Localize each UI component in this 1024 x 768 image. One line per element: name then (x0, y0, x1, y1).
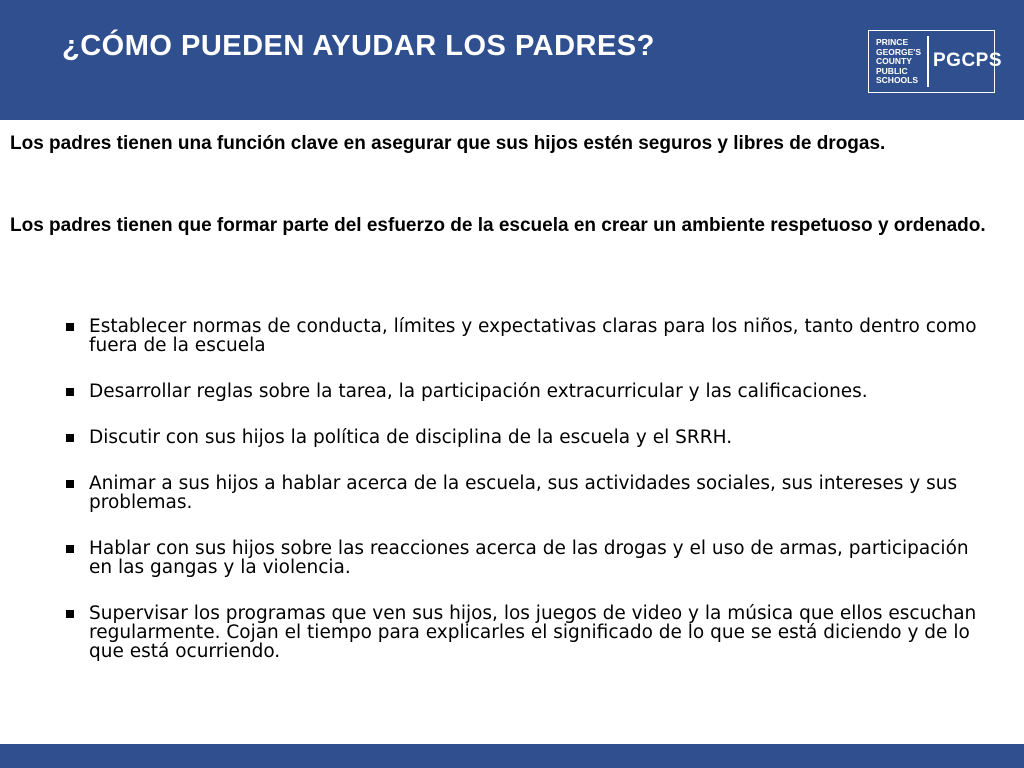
bullet-item (66, 604, 996, 661)
bullet-text: Establecer normas de conducta, límites y expectativas claras para los niños, tanto dentro como fuera de la escuela (89, 316, 977, 356)
footer-bar (0, 744, 1024, 768)
square-bullet-icon (66, 388, 74, 396)
header-bar (0, 0, 1024, 120)
bullet-text: Animar a sus hijos a hablar acerca de la escuela, sus actividades sociales, sus intereses y sus problemas. (89, 473, 958, 513)
square-bullet-icon (66, 610, 74, 618)
bullet-item (66, 317, 996, 355)
square-bullet-icon (66, 480, 74, 488)
bullet-item (66, 382, 996, 401)
logo-abbreviation: PGCPS (933, 50, 1003, 71)
bullet-item (66, 474, 996, 512)
square-bullet-icon (66, 545, 74, 553)
pgcps-logo (868, 30, 1003, 93)
bullet-text: Hablar con sus hijos sobre las reacciones acerca de las drogas y el uso de armas, participación en las gangas y la violencia. (89, 538, 969, 578)
bullet-item (66, 428, 996, 447)
logo-divider (927, 36, 929, 87)
bullet-list (66, 317, 996, 661)
intro-paragraph-2: Los padres tienen que formar parte del esfuerzo de la escuela en crear un ambiente respetuoso y ordenado. (10, 215, 986, 236)
intro-paragraph-1: Los padres tienen una función clave en asegurar que sus hijos estén seguros y libres de drogas. (10, 133, 886, 154)
square-bullet-icon (66, 323, 74, 331)
square-bullet-icon (66, 434, 74, 442)
logo-name-text: PRINCE GEORGE'S COUNTY PUBLIC SCHOOLS (876, 37, 922, 85)
bullet-text: Discutir con sus hijos la política de disciplina de la escuela y el SRRH. (89, 427, 733, 448)
bullet-text: Desarrollar reglas sobre la tarea, la participación extracurricular y las calificaciones. (89, 381, 868, 402)
bullet-text: Supervisar los programas que ven sus hijos, los juegos de video y la música que ellos escuchan regularmente. Cojan el tiempo para explicarles el significado de lo que se está diciendo y de lo que está ocurriendo. (89, 603, 977, 662)
bullet-item (66, 539, 996, 577)
page-title: ¿CÓMO PUEDEN AYUDAR LOS PADRES? (62, 30, 655, 62)
